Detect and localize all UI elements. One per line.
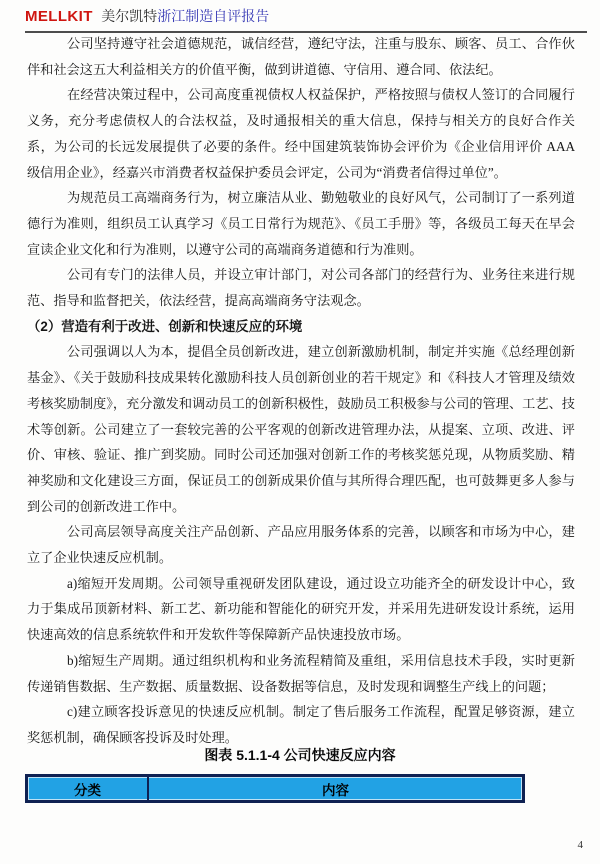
paragraph-ethics: 公司坚持遵守社会道德规范，诚信经营，遵纪守法，注重与股东、顾客、员工、合作伙伴和社会这五大利益相关方的价值平衡，做到讲道德、守信用、遵合同、依法纪。: [27, 36, 575, 77]
body-text: [27, 31, 575, 751]
paragraph-rapid-response: 公司高层领导高度关注产品创新、产品应用服务体系的完善，以顾客和市场为中心，建立了企业快速反应机制。: [27, 524, 575, 566]
page-number: 4: [577, 839, 583, 851]
table-header-category: 分类: [28, 777, 149, 800]
page-header: [25, 6, 587, 33]
rapid-response-table: [25, 774, 525, 803]
paragraph-item-b: b)缩短生产周期。通过组织机构和业务流程精简及重组，采用信息技术手段，实时更新传递销售数据、生产数据、质量数据、设备数据等信息，及时发现和调整生产线上的问题；: [27, 652, 575, 694]
paragraph-item-a: a)缩短开发周期。公司领导重视研发团队建设，通过设立功能齐全的研发设计中心，致力于集成吊顶新材料、新工艺、新功能和智能化的研究开发，并采用先进研发设计系统，运用快速高效的信息系统软件和开发软件等保障新产品快速投放市场。: [27, 575, 575, 643]
section-heading: （2）营造有利于改进、创新和快速反应的环境: [27, 318, 303, 334]
paragraph-legal-audit: 公司有专门的法律人员，并设立审计部门，对公司各部门的经营行为、业务往来进行规范、指导和监督把关，依法经营，提高高端商务守法观念。: [27, 267, 575, 309]
table-header-content: 内容: [322, 782, 349, 798]
paragraph-item-c: c)建立顾客投诉意见的快速反应机制。制定了售后服务工作流程，配置足够资源，建立奖惩机制，确保顾客投诉及时处理。: [27, 704, 575, 745]
paragraph-creditor-rights: 在经营决策过程中，公司高度重视债权人权益保护，严格按照与债权人签订的合同履行义务，充分考虑债权人的合法权益，及时通报相关的重大信息，保持与相关方的良好合作关系，为公司的长远发展提供了必要的条件。经中国建筑装饰协会评价为《企业信用评价 AAA 级信用企业》，经嘉兴市消费者权益保护委员会评定，公司为“消费者信得过单位”。: [27, 87, 575, 180]
brand-logo-text: MELLKIT: [25, 8, 93, 25]
header-report-title: 浙江制造自评报告: [157, 10, 270, 25]
paragraph-employee-conduct: 为规范员工高端商务行为，树立廉洁从业、勤勉敬业的良好风气，公司制订了一系列道德行为准则，组织员工认真学习《员工日常行为规范》、《员工手册》等，各级员工每天在早会宣读企业文化和行为准则，以遵守公司的高端商务道德和行为准则。: [27, 190, 575, 257]
paragraph-innovation-incentive: 公司强调以人为本，提倡全员创新改进，建立创新激励机制，制定并实施《总经理创新基金》、《关于鼓励科技成果转化激励科技人员创新创业的若干规定》和《科技人才管理及绩效考核奖励制度》，充分激发和调动员工的创新积极性，鼓励员工积极参与公司的管理、工艺、技术等创新。公司建立了一套较完善的公平客观的创新改进管理办法，从提案、立项、改进、评价、审核、验证、推广到奖励。同时公司还加强对创新工作的考核奖惩兑现，从物质奖励、精神奖励和文化建设三方面，保证员工的创新成果价值与其所得合理匹配，也可鼓舞更多人参与到公司的创新改进工作中。: [27, 344, 575, 514]
header-company-name: 美尔凯特: [101, 10, 158, 25]
figure-caption: 图表 5.1.1-4 公司快速反应内容: [204, 747, 396, 763]
